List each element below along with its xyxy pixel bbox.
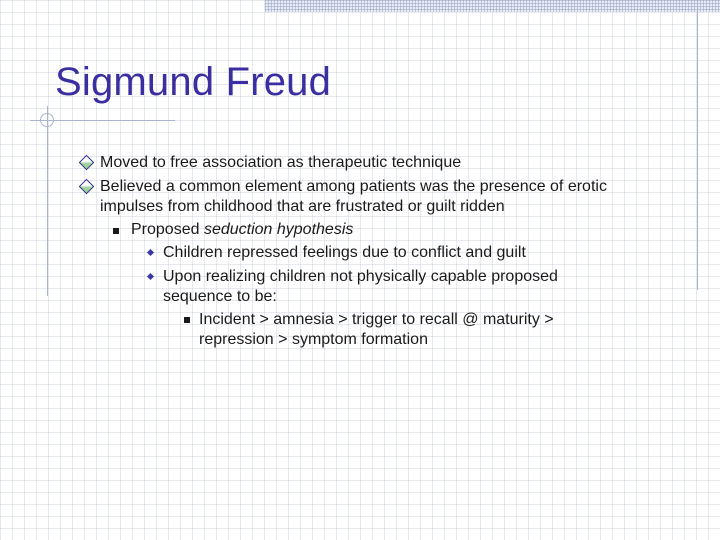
square-bullet-icon [113,228,119,234]
diamond-bullet-icon [79,179,95,195]
bullet-common-element-line1: Believed a common element among patients was the presence of erotic [100,178,607,195]
slide-title: Sigmund Freud [55,60,332,104]
small-diamond-bullet-icon [147,273,154,280]
bullet-proposed-hypothesis [131,220,353,240]
bullet-upon-realizing-line1: Upon realizing children not physically capable proposed [163,268,558,285]
bullet-incident-sequence-line2: repression > symptom formation [199,331,428,348]
small-diamond-bullet-icon [147,249,154,256]
bullet-children-repressed: Children repressed feelings due to conflict and guilt [163,244,526,261]
proposed-prefix: Proposed [131,221,204,238]
square-bullet-icon [184,317,190,323]
bullet-common-element-line2: impulses from childhood that are frustrated or guilt ridden [100,198,505,215]
bullet-free-association: Moved to free association as therapeutic technique [100,154,462,171]
bullet-upon-realizing-line2: sequence to be: [163,288,277,305]
bullet-incident-sequence-line1: Incident > amnesia > trigger to recall @ maturity > [199,311,554,328]
diamond-bullet-icon [79,155,95,171]
seduction-hypothesis-term: seduction hypothesis [203,221,354,238]
